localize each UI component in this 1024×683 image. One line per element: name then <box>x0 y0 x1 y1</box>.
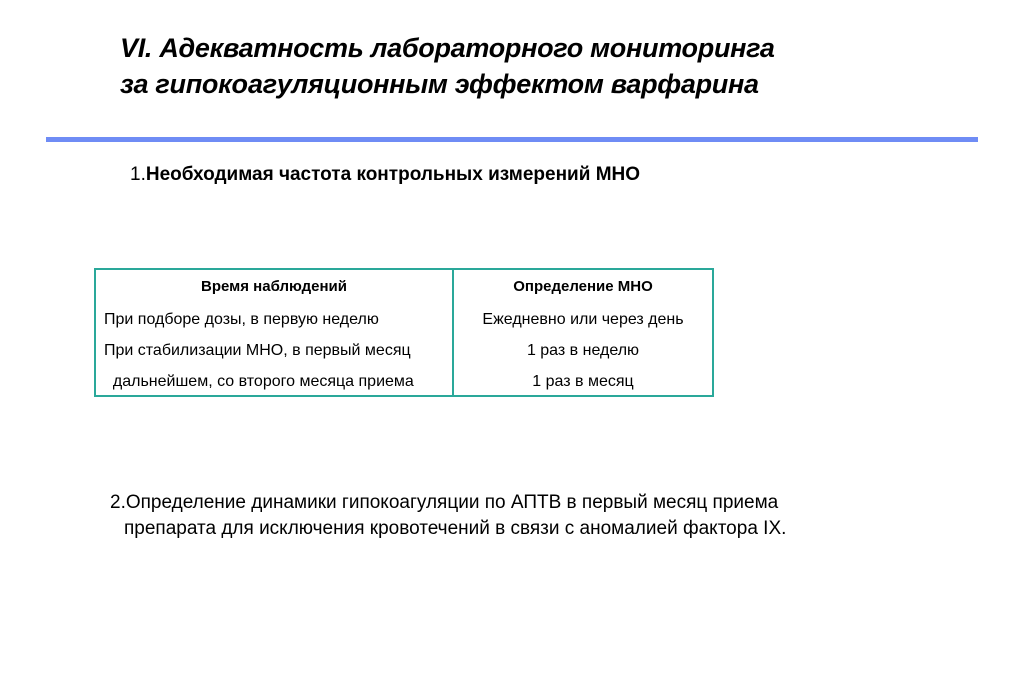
table-cell-period: При подборе дозы, в первую неделю <box>95 306 453 337</box>
point-2-line-1: 2.Определение динамики гипокоагуляции по АПТВ в первый месяц приема <box>110 492 779 513</box>
point-1 <box>130 163 640 187</box>
monitoring-frequency-table <box>94 268 714 397</box>
table-cell-period: дальнейшем, со второго месяца приема <box>95 368 453 396</box>
table-row <box>95 337 713 368</box>
table-cell-frequency: 1 раз в месяц <box>532 373 634 390</box>
table-row <box>95 368 713 396</box>
table-cell-period: При стабилизации МНО, в первый месяц <box>95 337 453 368</box>
table-cell-frequency: Ежедневно или через день <box>482 311 684 328</box>
table-header-row <box>95 269 713 306</box>
title-divider <box>46 137 978 142</box>
slide-title <box>120 30 980 102</box>
table-row <box>95 306 713 337</box>
slide-title-line-2: за гипокоагуляционным эффектом варфарина <box>120 69 759 99</box>
slide-title-line-1: VI. Адекватность лабораторного мониторинга <box>120 33 775 63</box>
table-cell-frequency: 1 раз в неделю <box>526 342 640 359</box>
point-2 <box>110 490 1010 542</box>
point-1-number: 1. <box>130 164 146 185</box>
point-1-text: Необходимая частота контрольных измерений МНО <box>145 164 641 185</box>
table-header-inr-determination: Определение МНО <box>513 278 653 295</box>
point-2-line-2: препарата для исключения кровотечений в связи с аномалией фактора IX. <box>124 518 787 539</box>
table-header-observation-time: Время наблюдений <box>95 269 453 306</box>
